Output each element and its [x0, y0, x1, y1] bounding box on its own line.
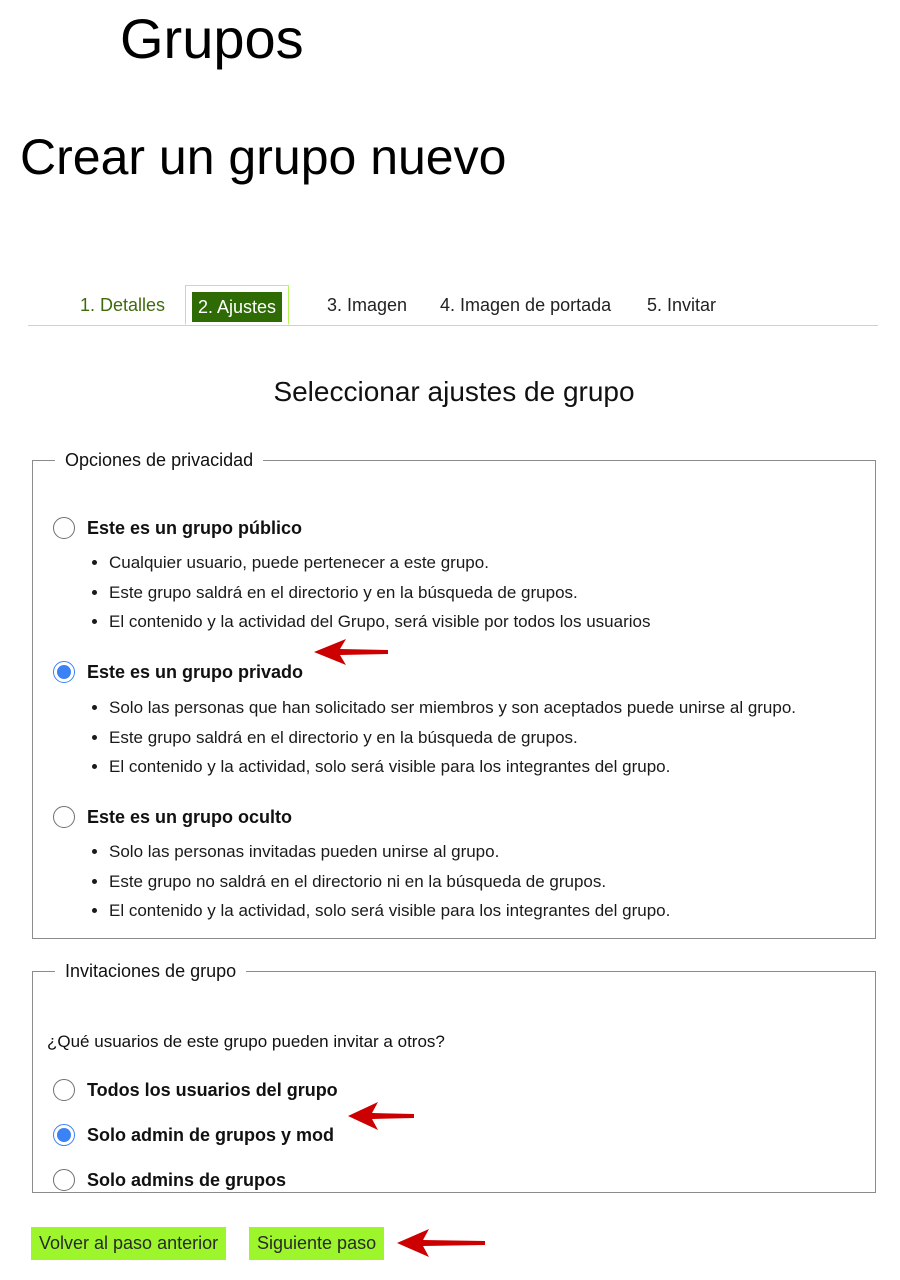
step-tabs	[28, 285, 878, 326]
tab-ajustes[interactable]	[185, 285, 289, 325]
list-item: • Este grupo saldrá en el directorio y en la búsqueda de grupos.	[109, 723, 796, 753]
radio-label: Todos los usuarios del grupo	[87, 1079, 338, 1100]
tab-ajustes-label: 2. Ajustes	[192, 292, 282, 322]
radio-button-checked[interactable]	[53, 1124, 75, 1146]
radio-admins-and-mods[interactable]	[53, 1124, 334, 1146]
page-title: Crear un grupo nuevo	[20, 129, 507, 185]
invitations-question: ¿Qué usuarios de este grupo pueden invitar a otros?	[47, 1032, 445, 1051]
radio-button-checked[interactable]	[53, 661, 75, 683]
radio-button[interactable]	[53, 517, 75, 539]
list-item: • Solo las personas invitadas pueden unirse al grupo.	[109, 837, 670, 867]
list-item: • Cualquier usuario, puede pertenecer a este grupo.	[109, 548, 650, 578]
annotation-arrow-icon	[346, 1101, 416, 1131]
radio-admins-only[interactable]	[53, 1169, 286, 1191]
radio-hidden-group[interactable]	[53, 806, 292, 828]
radio-label: Este es un grupo oculto	[87, 806, 293, 827]
radio-public-group[interactable]	[53, 517, 302, 539]
privacy-options-fieldset	[32, 450, 876, 939]
site-title: Grupos	[120, 7, 304, 70]
list-item: • El contenido y la actividad, solo será visible para los integrantes del grupo.	[109, 896, 670, 926]
annotation-arrow-icon	[312, 638, 390, 666]
radio-label: Este es un grupo privado	[87, 661, 304, 682]
list-item: • Solo las personas que han solicitado ser miembros y son aceptados puede unirse al grupo.	[109, 693, 796, 723]
list-item: • El contenido y la actividad del Grupo, será visible por todos los usuarios	[109, 607, 650, 637]
radio-private-group[interactable]	[53, 661, 303, 683]
previous-step-button[interactable]: Volver al paso anterior	[31, 1227, 226, 1260]
tab-invitar[interactable]: 5. Invitar	[647, 295, 717, 315]
radio-button[interactable]	[53, 1079, 75, 1101]
privacy-legend: Opciones de privacidad	[65, 450, 254, 470]
radio-button[interactable]	[53, 1169, 75, 1191]
hidden-group-bullets	[87, 837, 670, 926]
radio-button[interactable]	[53, 806, 75, 828]
radio-label: Solo admins de grupos	[87, 1169, 287, 1190]
public-group-bullets	[87, 548, 650, 637]
next-step-button[interactable]: Siguiente paso	[249, 1227, 384, 1260]
tab-imagen-portada[interactable]: 4. Imagen de portada	[440, 295, 612, 315]
invitations-fieldset	[32, 961, 876, 1193]
private-group-bullets	[87, 693, 796, 782]
tab-imagen[interactable]: 3. Imagen	[327, 295, 408, 315]
list-item: • Este grupo no saldrá en el directorio ni en la búsqueda de grupos.	[109, 867, 670, 897]
radio-label: Solo admin de grupos y mod	[87, 1124, 335, 1145]
radio-label: Este es un grupo público	[87, 517, 303, 538]
list-item: • Este grupo saldrá en el directorio y en la búsqueda de grupos.	[109, 578, 650, 608]
radio-all-members[interactable]	[53, 1079, 338, 1101]
tab-detalles[interactable]: 1. Detalles	[80, 295, 166, 315]
annotation-arrow-icon	[395, 1228, 487, 1258]
list-item: • El contenido y la actividad, solo será visible para los integrantes del grupo.	[109, 752, 796, 782]
invitations-legend: Invitaciones de grupo	[65, 961, 237, 981]
section-heading: Seleccionar ajustes de grupo	[273, 376, 635, 407]
